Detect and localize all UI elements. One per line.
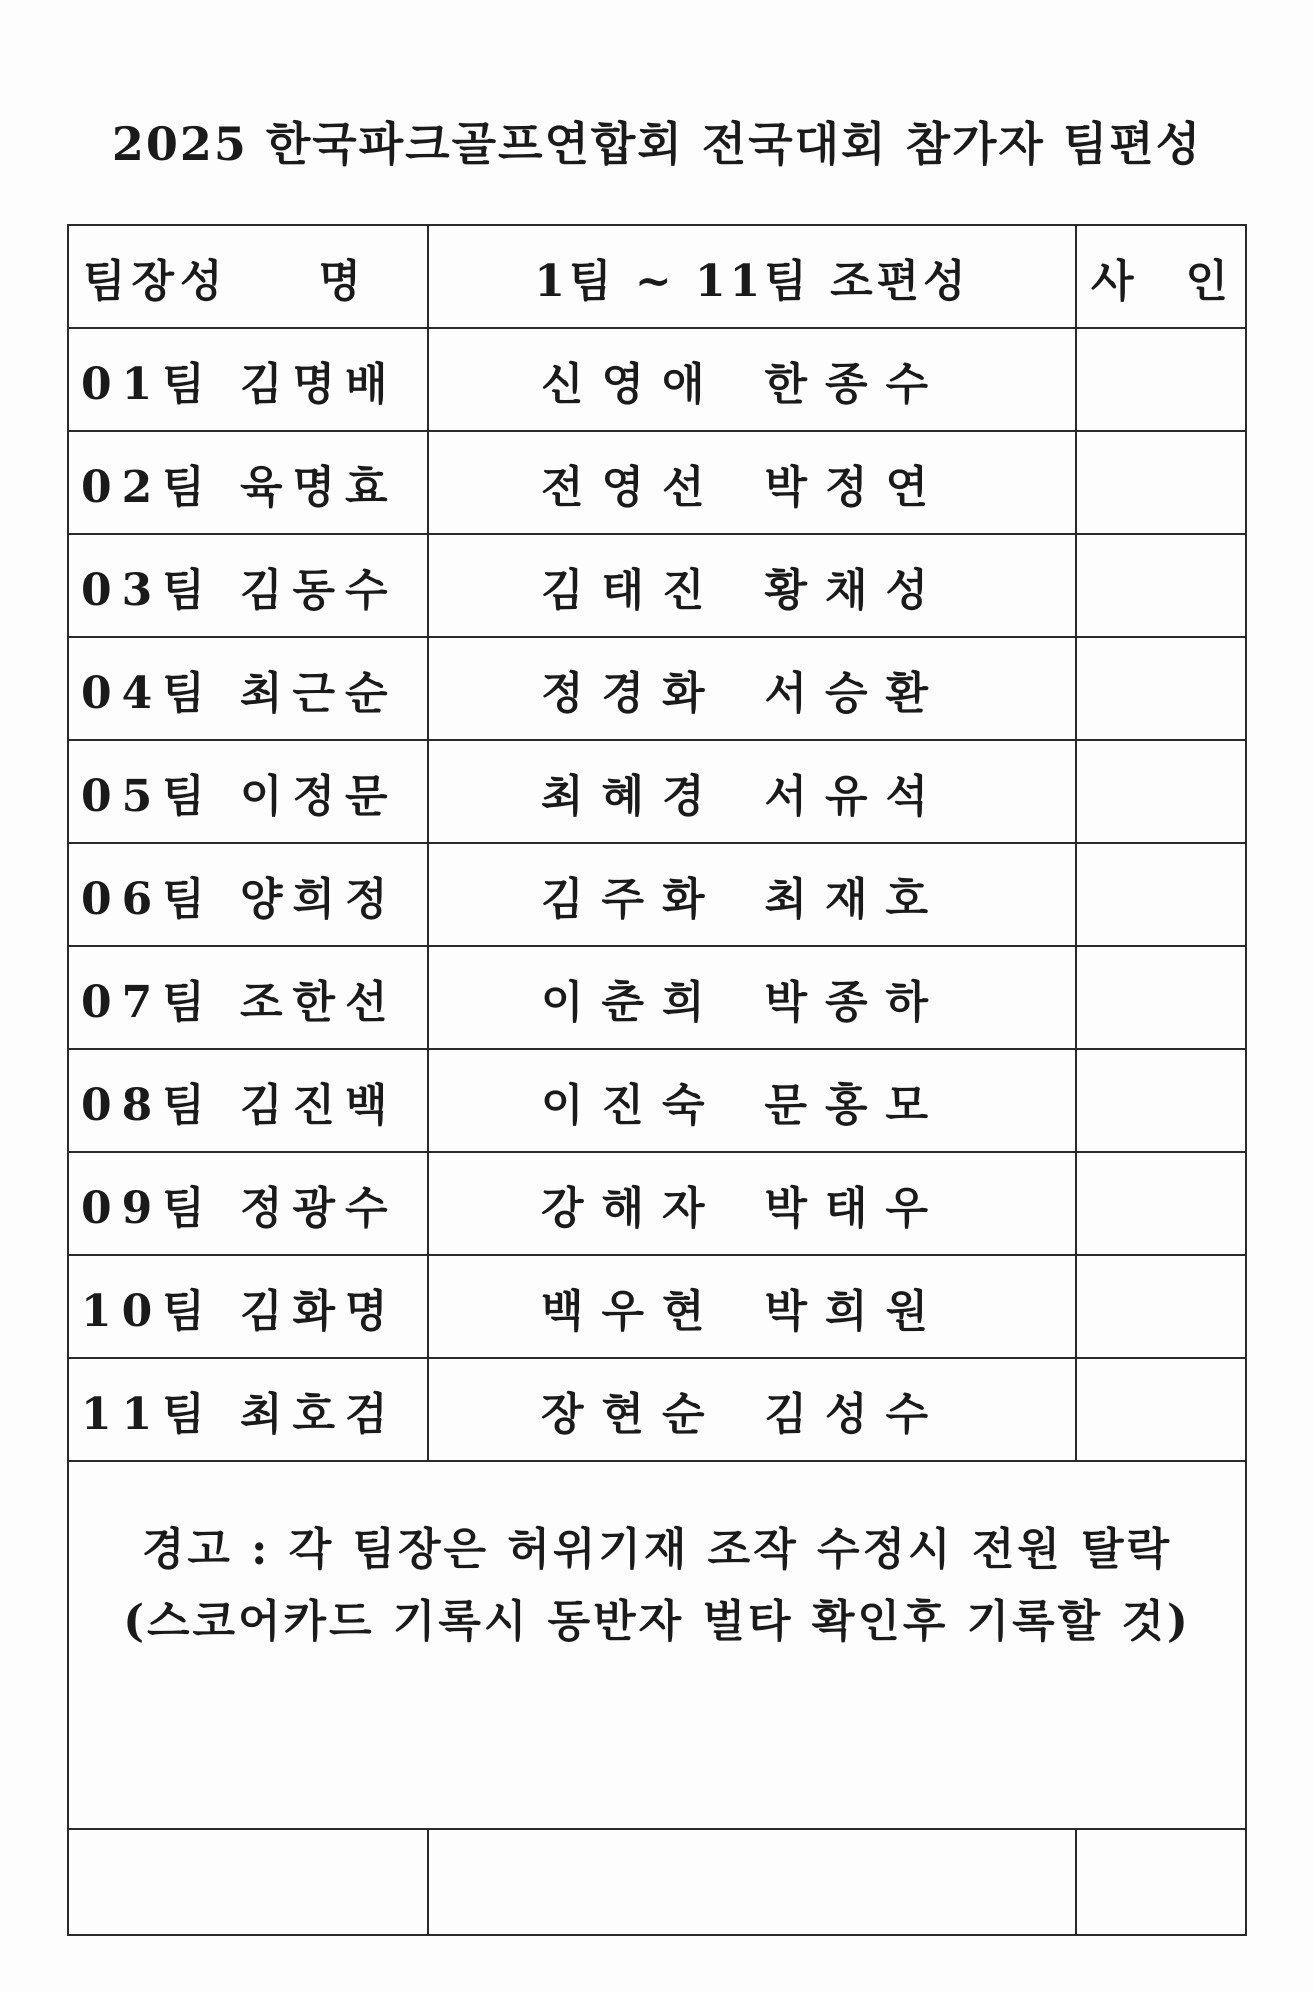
table-header-row bbox=[68, 225, 1246, 328]
signature-cell[interactable] bbox=[1076, 431, 1246, 534]
signature-cell[interactable] bbox=[1076, 740, 1246, 843]
team-member-1: 신영애 bbox=[541, 358, 723, 410]
team-members-cell bbox=[428, 328, 1076, 431]
signature-cell[interactable] bbox=[1076, 1049, 1246, 1152]
team-members-cell bbox=[428, 1358, 1076, 1461]
team-members-cell bbox=[428, 946, 1076, 1049]
header-sign-label-b: 인 bbox=[1185, 255, 1229, 307]
team-member-1: 이춘희 bbox=[541, 976, 723, 1028]
warning-line-1: 경고 : 각 팀장은 허위기재 조작 수정시 전원 탈락 bbox=[141, 1524, 1173, 1575]
signature-cell[interactable] bbox=[1076, 1152, 1246, 1255]
warning-notice bbox=[68, 1461, 1246, 1829]
signature-cell[interactable] bbox=[1076, 1255, 1246, 1358]
team-member-2: 서유석 bbox=[764, 770, 947, 822]
team-row bbox=[68, 637, 1246, 740]
team-members-cell bbox=[428, 843, 1076, 946]
empty-footer-row bbox=[68, 1829, 1246, 1935]
team-member-2: 황채성 bbox=[764, 564, 947, 616]
team-member-1: 김주화 bbox=[541, 873, 723, 925]
team-members-cell bbox=[428, 431, 1076, 534]
team-member-2: 최재호 bbox=[764, 873, 947, 925]
header-sign-label-a: 사 bbox=[1091, 255, 1134, 307]
team-row bbox=[68, 1049, 1246, 1152]
team-row bbox=[68, 1152, 1246, 1255]
team-members-cell bbox=[428, 1255, 1076, 1358]
team-leader-cell: 04팀 최근순 bbox=[68, 637, 428, 740]
team-leader-cell: 09팀 정광수 bbox=[68, 1152, 428, 1255]
team-members-cell bbox=[428, 740, 1076, 843]
team-members-cell bbox=[428, 1152, 1076, 1255]
team-leader-cell: 06팀 양희정 bbox=[68, 843, 428, 946]
team-member-2: 박태우 bbox=[764, 1182, 947, 1234]
empty-cell bbox=[428, 1829, 1076, 1935]
header-group-assignment: 1팀 ~ 11팀 조편성 bbox=[428, 225, 1076, 328]
team-member-1: 장현순 bbox=[541, 1388, 723, 1440]
team-leader-cell: 08팀 김진백 bbox=[68, 1049, 428, 1152]
team-row bbox=[68, 534, 1246, 637]
team-member-1: 정경화 bbox=[541, 667, 723, 719]
team-leader-cell: 10팀 김화명 bbox=[68, 1255, 428, 1358]
team-member-1: 백우현 bbox=[541, 1285, 723, 1337]
signature-cell[interactable] bbox=[1076, 946, 1246, 1049]
team-member-2: 박희원 bbox=[764, 1285, 947, 1337]
team-members-cell bbox=[428, 534, 1076, 637]
team-member-1: 이진숙 bbox=[541, 1079, 723, 1131]
team-members-cell bbox=[428, 637, 1076, 740]
team-member-2: 김성수 bbox=[764, 1388, 947, 1440]
team-member-2: 한종수 bbox=[764, 358, 947, 410]
team-leader-cell: 05팀 이정문 bbox=[68, 740, 428, 843]
signature-cell[interactable] bbox=[1076, 328, 1246, 431]
warning-line-2: (스코어카드 기록시 동반자 벌타 확인후 기록할 것) bbox=[123, 1596, 1191, 1647]
signature-cell[interactable] bbox=[1076, 637, 1246, 740]
signature-cell[interactable] bbox=[1076, 1358, 1246, 1461]
team-roster-table bbox=[67, 224, 1247, 1936]
team-member-1: 전영선 bbox=[541, 461, 723, 513]
warning-row bbox=[68, 1461, 1246, 1829]
team-leader-cell: 07팀 조한선 bbox=[68, 946, 428, 1049]
team-row bbox=[68, 740, 1246, 843]
header-signature bbox=[1076, 225, 1246, 328]
team-leader-cell: 01팀 김명배 bbox=[68, 328, 428, 431]
team-row bbox=[68, 431, 1246, 534]
empty-cell bbox=[68, 1829, 428, 1935]
team-row bbox=[68, 843, 1246, 946]
team-member-2: 서승환 bbox=[764, 667, 947, 719]
team-member-2: 박정연 bbox=[764, 461, 947, 513]
team-member-2: 문홍모 bbox=[764, 1079, 947, 1131]
header-leader-label-a: 팀장성 bbox=[83, 255, 229, 307]
team-leader-cell: 11팀 최호검 bbox=[68, 1358, 428, 1461]
team-leader-cell: 03팀 김동수 bbox=[68, 534, 428, 637]
team-member-1: 최혜경 bbox=[541, 770, 723, 822]
empty-cell bbox=[1076, 1829, 1246, 1935]
team-row bbox=[68, 946, 1246, 1049]
team-member-1: 김태진 bbox=[541, 564, 723, 616]
document-title: 2025 한국파크골프연합회 전국대회 참가자 팀편성 bbox=[111, 117, 1203, 171]
team-members-cell bbox=[428, 1049, 1076, 1152]
team-row bbox=[68, 1358, 1246, 1461]
team-member-2: 박종하 bbox=[764, 976, 947, 1028]
header-leader-label-b: 명 bbox=[318, 255, 362, 307]
team-leader-cell: 02팀 육명효 bbox=[68, 431, 428, 534]
signature-cell[interactable] bbox=[1076, 534, 1246, 637]
team-row bbox=[68, 1255, 1246, 1358]
team-row bbox=[68, 328, 1246, 431]
team-member-1: 강해자 bbox=[541, 1182, 723, 1234]
header-leader-name bbox=[68, 225, 428, 328]
signature-cell[interactable] bbox=[1076, 843, 1246, 946]
